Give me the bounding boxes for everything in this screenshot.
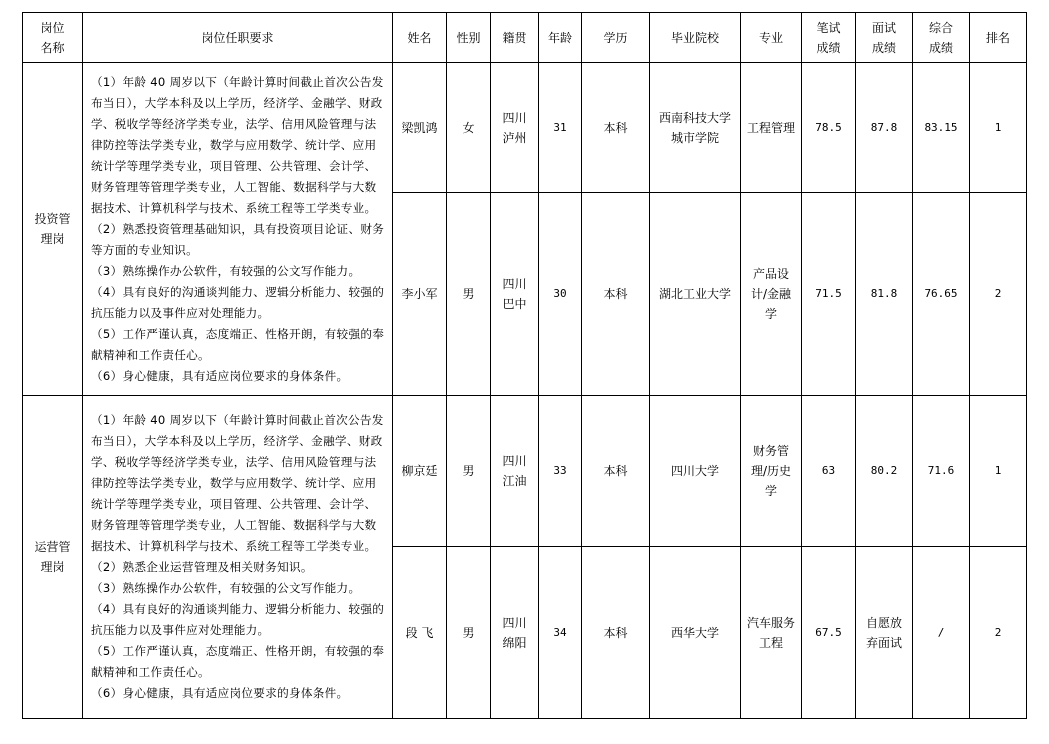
requirement-item: （6）身心健康，具有适应岗位要求的身体条件。 bbox=[91, 686, 349, 700]
header-position: 岗位名称 bbox=[23, 13, 83, 63]
cell-written: 67.5 bbox=[802, 547, 856, 719]
header-written: 笔试成绩 bbox=[802, 13, 856, 63]
cell-name: 梁凯鸿 bbox=[393, 63, 447, 193]
requirement-item: （4）具有良好的沟通谈判能力、逻辑分析能力、较强的抗压能力以及事件应对处理能力。 bbox=[91, 602, 385, 637]
cell-name: 柳京廷 bbox=[393, 396, 447, 547]
cell-total: 76.65 bbox=[913, 193, 970, 396]
cell-rank: 2 bbox=[970, 193, 1027, 396]
cell-rank: 1 bbox=[970, 396, 1027, 547]
cell-age: 33 bbox=[539, 396, 582, 547]
cell-origin: 四川巴中 bbox=[491, 193, 539, 396]
cell-age: 31 bbox=[539, 63, 582, 193]
cell-name: 段 飞 bbox=[393, 547, 447, 719]
cell-gender: 女 bbox=[447, 63, 491, 193]
cell-interview: 80.2 bbox=[856, 396, 913, 547]
cell-major: 财务管理/历史学 bbox=[741, 396, 802, 547]
header-major: 专业 bbox=[741, 13, 802, 63]
requirement-item: （5）工作严谨认真，态度端正、性格开朗，有较强的奉献精神和工作责任心。 bbox=[91, 326, 385, 362]
requirement-item: （2）熟悉投资管理基础知识，具有投资项目论证、财务等方面的专业知识。 bbox=[91, 221, 385, 257]
requirements-cell bbox=[83, 63, 393, 396]
position-name: 运营管理岗 bbox=[23, 396, 83, 719]
cell-school: 西华大学 bbox=[650, 547, 741, 719]
cell-written: 63 bbox=[802, 396, 856, 547]
header-row bbox=[23, 13, 1027, 63]
cell-interview: 自愿放弃面试 bbox=[856, 547, 913, 719]
header-name: 姓名 bbox=[393, 13, 447, 63]
header-school: 毕业院校 bbox=[650, 13, 741, 63]
cell-written: 78.5 bbox=[802, 63, 856, 193]
header-rank: 排名 bbox=[970, 13, 1027, 63]
cell-gender: 男 bbox=[447, 193, 491, 396]
cell-total: 71.6 bbox=[913, 396, 970, 547]
cell-major: 工程管理 bbox=[741, 63, 802, 193]
requirement-item: （4）具有良好的沟通谈判能力、逻辑分析能力、较强的抗压能力以及事件应对处理能力。 bbox=[91, 284, 385, 320]
cell-education: 本科 bbox=[582, 396, 650, 547]
requirement-item: （5）工作严谨认真，态度端正、性格开朗，有较强的奉献精神和工作责任心。 bbox=[91, 644, 385, 679]
cell-gender: 男 bbox=[447, 396, 491, 547]
header-age: 年龄 bbox=[539, 13, 582, 63]
cell-origin: 四川江油 bbox=[491, 396, 539, 547]
header-origin: 籍贯 bbox=[491, 13, 539, 63]
cell-interview: 81.8 bbox=[856, 193, 913, 396]
header-education: 学历 bbox=[582, 13, 650, 63]
cell-school: 西南科技大学城市学院 bbox=[650, 63, 741, 193]
cell-education: 本科 bbox=[582, 63, 650, 193]
cell-school: 湖北工业大学 bbox=[650, 193, 741, 396]
cell-gender: 男 bbox=[447, 547, 491, 719]
cell-total: / bbox=[913, 547, 970, 719]
table-row bbox=[23, 63, 1027, 193]
requirements-cell bbox=[83, 396, 393, 719]
requirement-item: （2）熟悉企业运营管理及相关财务知识。 bbox=[91, 560, 313, 574]
cell-education: 本科 bbox=[582, 547, 650, 719]
header-gender: 性别 bbox=[447, 13, 491, 63]
cell-origin: 四川绵阳 bbox=[491, 547, 539, 719]
cell-education: 本科 bbox=[582, 193, 650, 396]
cell-interview: 87.8 bbox=[856, 63, 913, 193]
cell-total: 83.15 bbox=[913, 63, 970, 193]
results-table bbox=[22, 12, 1027, 719]
cell-school: 四川大学 bbox=[650, 396, 741, 547]
cell-origin: 四川泸州 bbox=[491, 63, 539, 193]
cell-name: 李小军 bbox=[393, 193, 447, 396]
header-requirements: 岗位任职要求 bbox=[83, 13, 393, 63]
table-row bbox=[23, 396, 1027, 547]
cell-rank: 2 bbox=[970, 547, 1027, 719]
header-total: 综合成绩 bbox=[913, 13, 970, 63]
cell-major: 汽车服务工程 bbox=[741, 547, 802, 719]
position-name: 投资管理岗 bbox=[23, 63, 83, 396]
header-interview: 面试成绩 bbox=[856, 13, 913, 63]
cell-major: 产品设计/金融学 bbox=[741, 193, 802, 396]
requirement-item: （6）身心健康，具有适应岗位要求的身体条件。 bbox=[91, 368, 349, 383]
cell-written: 71.5 bbox=[802, 193, 856, 396]
requirement-item: （1）年龄 40 周岁以下（年龄计算时间截止首次公告发布当日），大学本科及以上学历，经济学、金融学、财政学、税收学等经济学类专业，法学、信用风险管理与法律防控等法学类专业，数学与应用数学、统计学、应用统计学等理学类专业，项目管理、公共管理、会计学、财务管理等管理学类专业，人工智能、数据科学与大数据技术、计算机科学与技术、系统工程等工学类专业。 bbox=[91, 74, 384, 215]
cell-age: 30 bbox=[539, 193, 582, 396]
requirement-item: （3）熟练操作办公软件，有较强的公文写作能力。 bbox=[91, 263, 361, 278]
cell-rank: 1 bbox=[970, 63, 1027, 193]
requirement-item: （1）年龄 40 周岁以下（年龄计算时间截止首次公告发布当日），大学本科及以上学历，经济学、金融学、财政学、税收学等经济学类专业，法学、信用风险管理与法律防控等法学类专业，数学与应用数学、统计学、应用统计学等理学类专业，项目管理、公共管理、会计学、财务管理等管理学类专业，人工智能、数据科学与大数据技术、计算机科学与技术、系统工程等工学类专业。 bbox=[91, 413, 384, 553]
cell-age: 34 bbox=[539, 547, 582, 719]
requirement-item: （3）熟练操作办公软件，有较强的公文写作能力。 bbox=[91, 581, 361, 595]
